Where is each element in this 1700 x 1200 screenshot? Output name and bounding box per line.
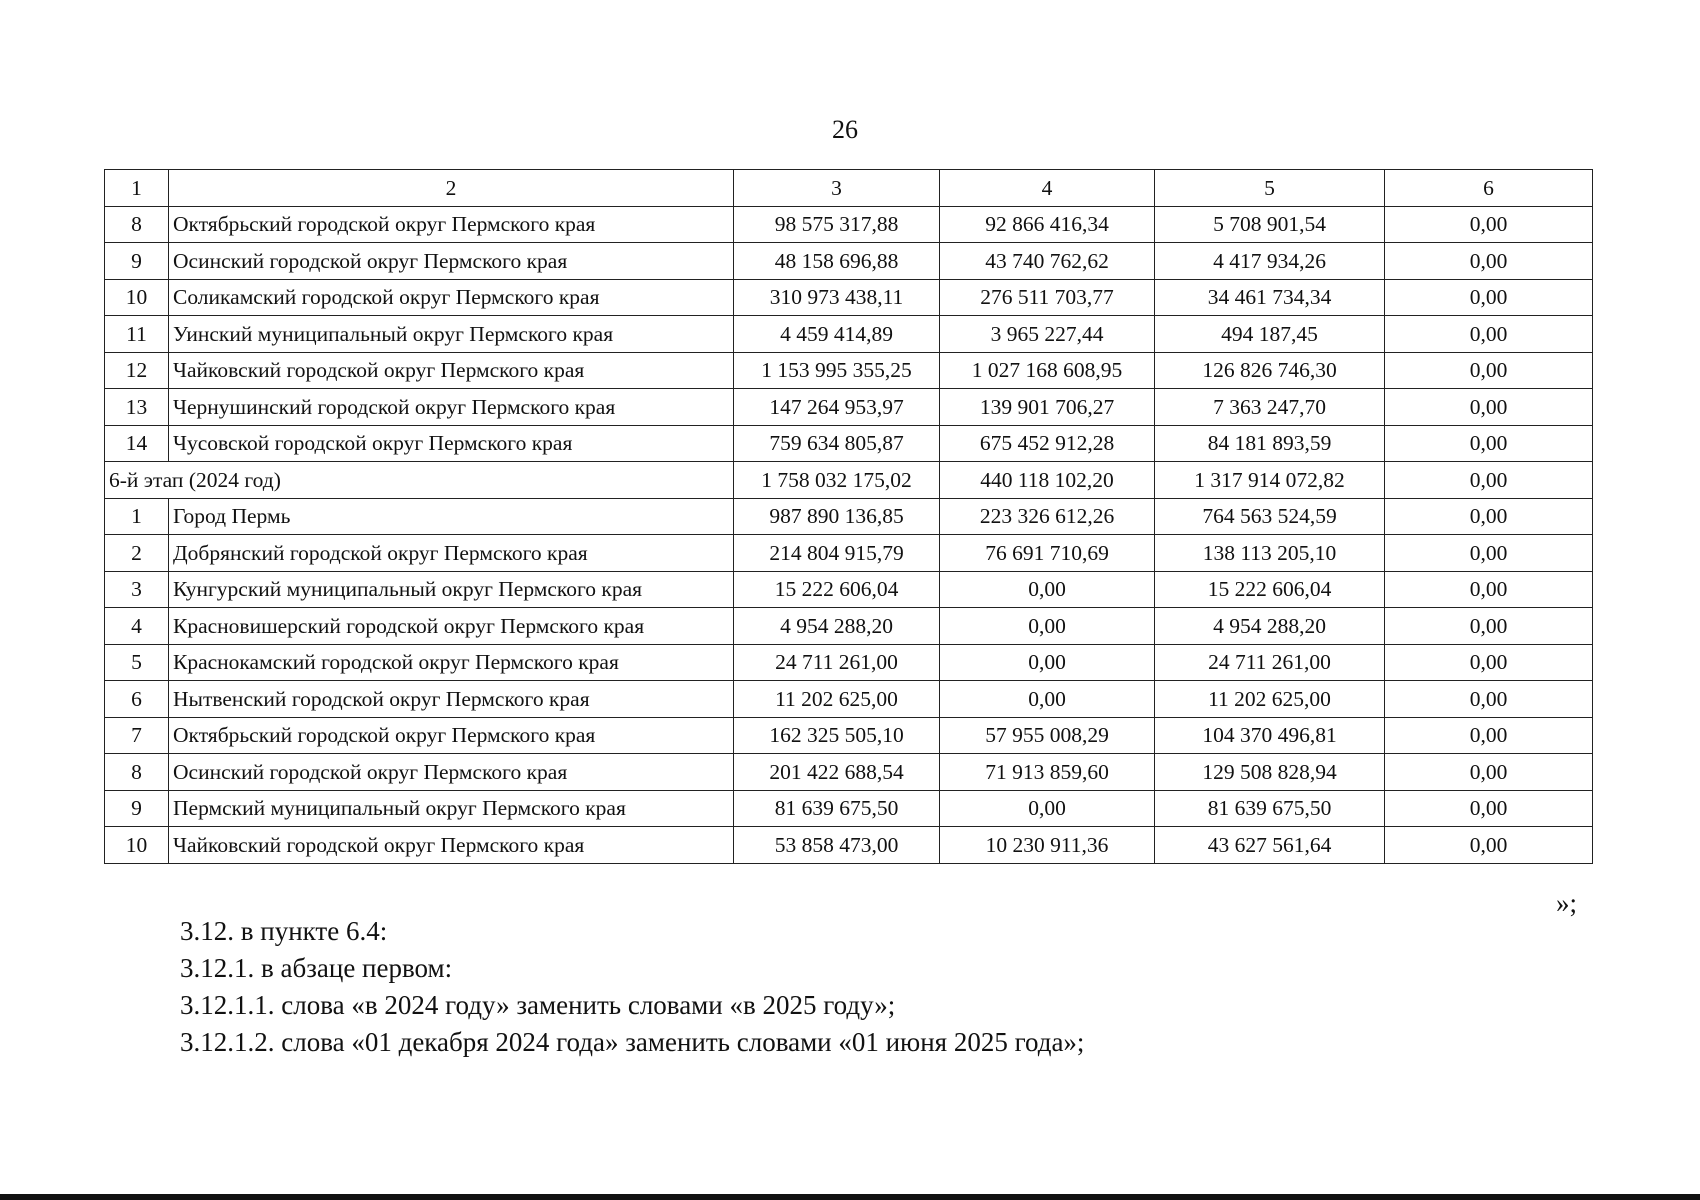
value-col6: 0,00 <box>1385 279 1593 316</box>
table-row <box>105 279 1593 316</box>
value-col3: 98 575 317,88 <box>734 206 940 243</box>
value-col5: 138 113 205,10 <box>1155 535 1385 572</box>
row-number: 11 <box>105 316 169 353</box>
table-row <box>105 827 1593 864</box>
value-col6: 0,00 <box>1385 498 1593 535</box>
table-row <box>105 352 1593 389</box>
stage-total-col6: 0,00 <box>1385 462 1593 499</box>
value-col5: 4 417 934,26 <box>1155 243 1385 280</box>
value-col3: 987 890 136,85 <box>734 498 940 535</box>
value-col4: 3 965 227,44 <box>940 316 1155 353</box>
value-col5: 24 711 261,00 <box>1155 644 1385 681</box>
page-number: 26 <box>832 115 858 144</box>
value-col4: 57 955 008,29 <box>940 717 1155 754</box>
value-col3: 147 264 953,97 <box>734 389 940 426</box>
header-cell: 6 <box>1385 170 1593 207</box>
value-col4: 0,00 <box>940 681 1155 718</box>
value-col3: 201 422 688,54 <box>734 754 940 791</box>
row-number: 8 <box>105 754 169 791</box>
value-col6: 0,00 <box>1385 389 1593 426</box>
value-col5: 84 181 893,59 <box>1155 425 1385 462</box>
value-col3: 15 222 606,04 <box>734 571 940 608</box>
stage-total-col4: 440 118 102,20 <box>940 462 1155 499</box>
value-col5: 764 563 524,59 <box>1155 498 1385 535</box>
value-col4: 10 230 911,36 <box>940 827 1155 864</box>
value-col4: 139 901 706,27 <box>940 389 1155 426</box>
row-number: 10 <box>105 279 169 316</box>
value-col5: 43 627 561,64 <box>1155 827 1385 864</box>
municipality-name: Добрянский городской округ Пермского края <box>169 535 734 572</box>
value-col5: 126 826 746,30 <box>1155 352 1385 389</box>
scan-edge-bar <box>0 1194 1700 1200</box>
value-col4: 1 027 168 608,95 <box>940 352 1155 389</box>
value-col4: 0,00 <box>940 790 1155 827</box>
value-col6: 0,00 <box>1385 243 1593 280</box>
value-col6: 0,00 <box>1385 571 1593 608</box>
value-col4: 92 866 416,34 <box>940 206 1155 243</box>
value-col3: 162 325 505,10 <box>734 717 940 754</box>
closing-quote-mark: »; <box>1556 888 1578 918</box>
table-row <box>105 644 1593 681</box>
value-col6: 0,00 <box>1385 316 1593 353</box>
municipality-name: Город Пермь <box>169 498 734 535</box>
row-number: 7 <box>105 717 169 754</box>
municipality-name: Соликамский городской округ Пермского края <box>169 279 734 316</box>
value-col6: 0,00 <box>1385 535 1593 572</box>
header-cell: 3 <box>734 170 940 207</box>
row-number: 4 <box>105 608 169 645</box>
value-col4: 76 691 710,69 <box>940 535 1155 572</box>
value-col5: 34 461 734,34 <box>1155 279 1385 316</box>
header-row <box>105 170 1593 207</box>
value-col5: 494 187,45 <box>1155 316 1385 353</box>
value-col5: 7 363 247,70 <box>1155 389 1385 426</box>
row-number: 1 <box>105 498 169 535</box>
amendment-text <box>180 913 1480 1061</box>
amendment-line: 3.12. в пункте 6.4: <box>180 916 388 946</box>
value-col3: 214 804 915,79 <box>734 535 940 572</box>
municipality-name: Осинский городской округ Пермского края <box>169 754 734 791</box>
table-row <box>105 535 1593 572</box>
amendment-line: 3.12.1.1. слова «в 2024 году» заменить словами «в 2025 году»; <box>180 990 896 1020</box>
value-col4: 43 740 762,62 <box>940 243 1155 280</box>
value-col4: 675 452 912,28 <box>940 425 1155 462</box>
value-col3: 4 459 414,89 <box>734 316 940 353</box>
municipality-name: Осинский городской округ Пермского края <box>169 243 734 280</box>
table-row <box>105 316 1593 353</box>
municipality-name: Нытвенский городской округ Пермского края <box>169 681 734 718</box>
value-col3: 759 634 805,87 <box>734 425 940 462</box>
row-number: 3 <box>105 571 169 608</box>
value-col4: 0,00 <box>940 644 1155 681</box>
row-number: 13 <box>105 389 169 426</box>
value-col5: 15 222 606,04 <box>1155 571 1385 608</box>
row-number: 9 <box>105 243 169 280</box>
table-row <box>105 681 1593 718</box>
value-col6: 0,00 <box>1385 425 1593 462</box>
value-col5: 4 954 288,20 <box>1155 608 1385 645</box>
table-row <box>105 498 1593 535</box>
value-col3: 4 954 288,20 <box>734 608 940 645</box>
amendment-line: 3.12.1.2. слова «01 декабря 2024 года» заменить словами «01 июня 2025 года»; <box>180 1027 1085 1057</box>
municipality-name: Уинский муниципальный округ Пермского края <box>169 316 734 353</box>
header-cell: 2 <box>169 170 734 207</box>
value-col5: 81 639 675,50 <box>1155 790 1385 827</box>
header-cell: 5 <box>1155 170 1385 207</box>
municipality-name: Октябрьский городской округ Пермского края <box>169 206 734 243</box>
table-row <box>105 389 1593 426</box>
table-row <box>105 608 1593 645</box>
value-col4: 0,00 <box>940 608 1155 645</box>
value-col3: 11 202 625,00 <box>734 681 940 718</box>
value-col5: 129 508 828,94 <box>1155 754 1385 791</box>
table-row <box>105 206 1593 243</box>
row-number: 8 <box>105 206 169 243</box>
value-col4: 223 326 612,26 <box>940 498 1155 535</box>
amendment-line: 3.12.1. в абзаце первом: <box>180 953 453 983</box>
row-number: 6 <box>105 681 169 718</box>
header-cell: 1 <box>105 170 169 207</box>
row-number: 9 <box>105 790 169 827</box>
row-number: 5 <box>105 644 169 681</box>
table-row <box>105 243 1593 280</box>
value-col6: 0,00 <box>1385 717 1593 754</box>
row-number: 14 <box>105 425 169 462</box>
stage-total-col5: 1 317 914 072,82 <box>1155 462 1385 499</box>
value-col3: 53 858 473,00 <box>734 827 940 864</box>
municipality-name: Кунгурский муниципальный округ Пермского края <box>169 571 734 608</box>
value-col5: 104 370 496,81 <box>1155 717 1385 754</box>
stage-title: 6-й этап (2024 год) <box>105 462 734 499</box>
table-row <box>105 425 1593 462</box>
value-col6: 0,00 <box>1385 790 1593 827</box>
stage-row <box>105 462 1593 499</box>
municipality-name: Чернушинский городской округ Пермского края <box>169 389 734 426</box>
municipality-name: Чайковский городской округ Пермского края <box>169 352 734 389</box>
table-row <box>105 571 1593 608</box>
municipality-name: Краснокамский городской округ Пермского края <box>169 644 734 681</box>
value-col6: 0,00 <box>1385 206 1593 243</box>
value-col3: 1 153 995 355,25 <box>734 352 940 389</box>
row-number: 12 <box>105 352 169 389</box>
row-number: 10 <box>105 827 169 864</box>
municipality-name: Октябрьский городской округ Пермского края <box>169 717 734 754</box>
value-col6: 0,00 <box>1385 827 1593 864</box>
value-col3: 48 158 696,88 <box>734 243 940 280</box>
row-number: 2 <box>105 535 169 572</box>
value-col4: 71 913 859,60 <box>940 754 1155 791</box>
header-cell: 4 <box>940 170 1155 207</box>
value-col6: 0,00 <box>1385 754 1593 791</box>
value-col3: 24 711 261,00 <box>734 644 940 681</box>
funding-table <box>104 169 1593 864</box>
value-col3: 81 639 675,50 <box>734 790 940 827</box>
table-row <box>105 754 1593 791</box>
value-col6: 0,00 <box>1385 608 1593 645</box>
value-col4: 0,00 <box>940 571 1155 608</box>
value-col5: 5 708 901,54 <box>1155 206 1385 243</box>
value-col4: 276 511 703,77 <box>940 279 1155 316</box>
value-col3: 310 973 438,11 <box>734 279 940 316</box>
table-body <box>105 170 1593 864</box>
municipality-name: Красновишерский городской округ Пермского края <box>169 608 734 645</box>
table-row <box>105 717 1593 754</box>
value-col6: 0,00 <box>1385 644 1593 681</box>
municipality-name: Чусовской городской округ Пермского края <box>169 425 734 462</box>
municipality-name: Пермский муниципальный округ Пермского края <box>169 790 734 827</box>
municipality-name: Чайковский городской округ Пермского края <box>169 827 734 864</box>
value-col6: 0,00 <box>1385 352 1593 389</box>
table-row <box>105 790 1593 827</box>
value-col6: 0,00 <box>1385 681 1593 718</box>
value-col5: 11 202 625,00 <box>1155 681 1385 718</box>
stage-total-col3: 1 758 032 175,02 <box>734 462 940 499</box>
